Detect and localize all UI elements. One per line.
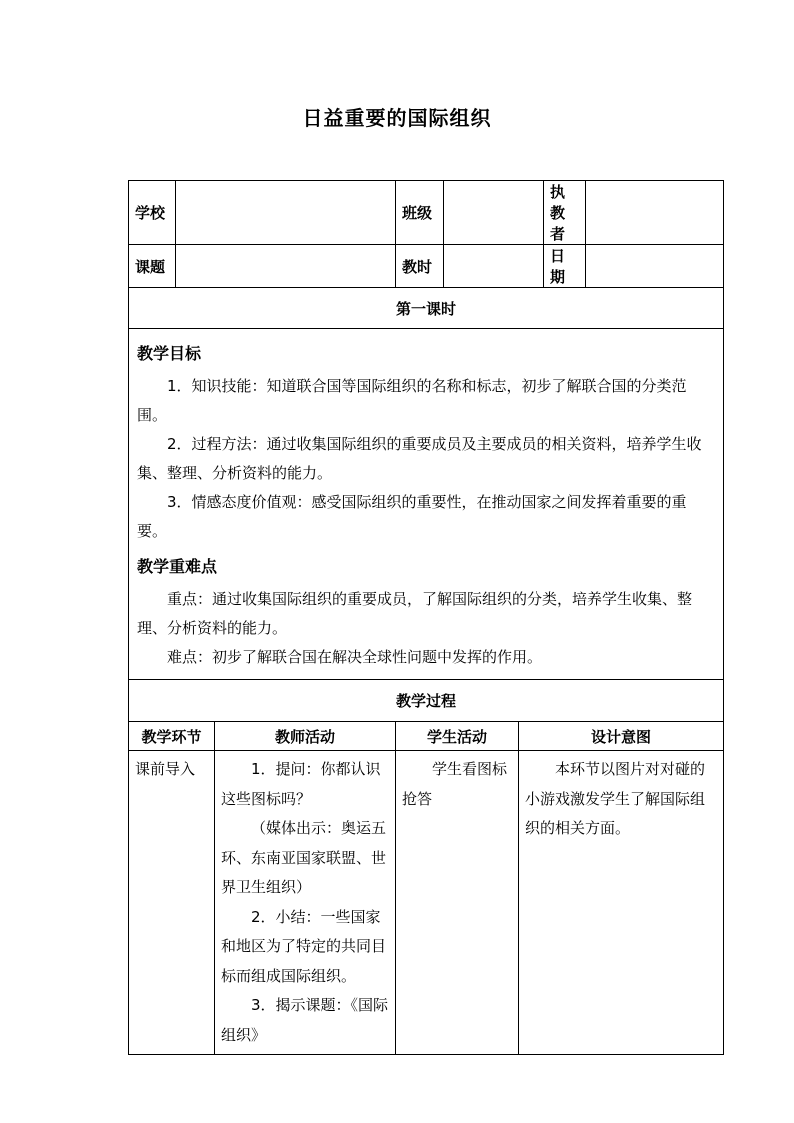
teacher-field[interactable] [586,181,724,245]
teacher-activity-cell [215,751,396,1055]
design-intent-cell [519,751,724,1055]
difficult-point-text: 难点：初步了解联合国在解决全球性问题中发挥的作用。 [167,648,543,666]
stage-cell: 课前导入 [129,751,215,1055]
process-heading: 教学过程 [129,680,724,722]
column-header-stage: 教学环节 [129,722,215,751]
lesson-plan-table [128,180,724,1055]
key-point-text: 重点：通过收集国际组织的重要成员，了解国际组织的分类，培养学生收集、整理、分析资料的能力。 [137,590,693,637]
column-header-student: 学生活动 [396,722,519,751]
school-field[interactable] [176,181,396,245]
objectives-cell [129,329,724,680]
lesson-row [129,288,724,329]
teacher-step: （媒体出示：奥运五环、东南亚国家联盟、世界卫生组织） [221,819,387,896]
date-label: 日期 [544,245,586,288]
teacher-step: 3．揭示课题：《国际组织》 [221,996,389,1044]
column-header-intent: 设计意图 [519,722,724,751]
objective-item: 1．知识技能：知道联合国等国际组织的名称和标志，初步了解联合国的分类范围。 [137,377,687,424]
school-label: 学校 [129,181,176,245]
design-intent-text: 本环节以图片对对碰的小游戏激发学生了解国际组织的相关方面。 [525,760,706,837]
date-field[interactable] [586,245,724,288]
student-activity-cell [396,751,519,1055]
column-header-teacher: 教师活动 [215,722,396,751]
period-field[interactable] [444,245,544,288]
topic-label: 课题 [129,245,176,288]
class-field[interactable] [444,181,544,245]
info-row-2 [129,245,724,288]
lesson-heading: 第一课时 [129,288,724,329]
objective-item: 2．过程方法：通过收集国际组织的重要成员及主要成员的相关资料，培养学生收集、整理、分析资料的能力。 [137,435,702,482]
period-label: 教时 [396,245,444,288]
topic-field[interactable] [176,245,396,288]
teacher-step: 2．小结：一些国家和地区为了特定的共同目标而组成国际组织。 [221,907,387,985]
objectives-row [129,329,724,680]
info-row-1 [129,181,724,245]
class-label: 班级 [396,181,444,245]
key-points-heading: 教学重难点 [137,557,218,576]
teacher-step: 1．提问：你都认识这些图标吗？ [221,760,381,808]
student-activity-text: 学生看图标抢答 [402,760,508,808]
teacher-label: 执教者 [544,181,586,245]
process-row [129,751,724,1055]
objectives-heading: 教学目标 [137,344,202,363]
objective-item: 3．情感态度价值观：感受国际组织的重要性，在推动国家之间发挥着重要的重要。 [137,493,687,540]
process-column-headers [129,722,724,751]
page-title: 日益重要的国际组织 [302,106,492,130]
process-heading-row [129,680,724,722]
